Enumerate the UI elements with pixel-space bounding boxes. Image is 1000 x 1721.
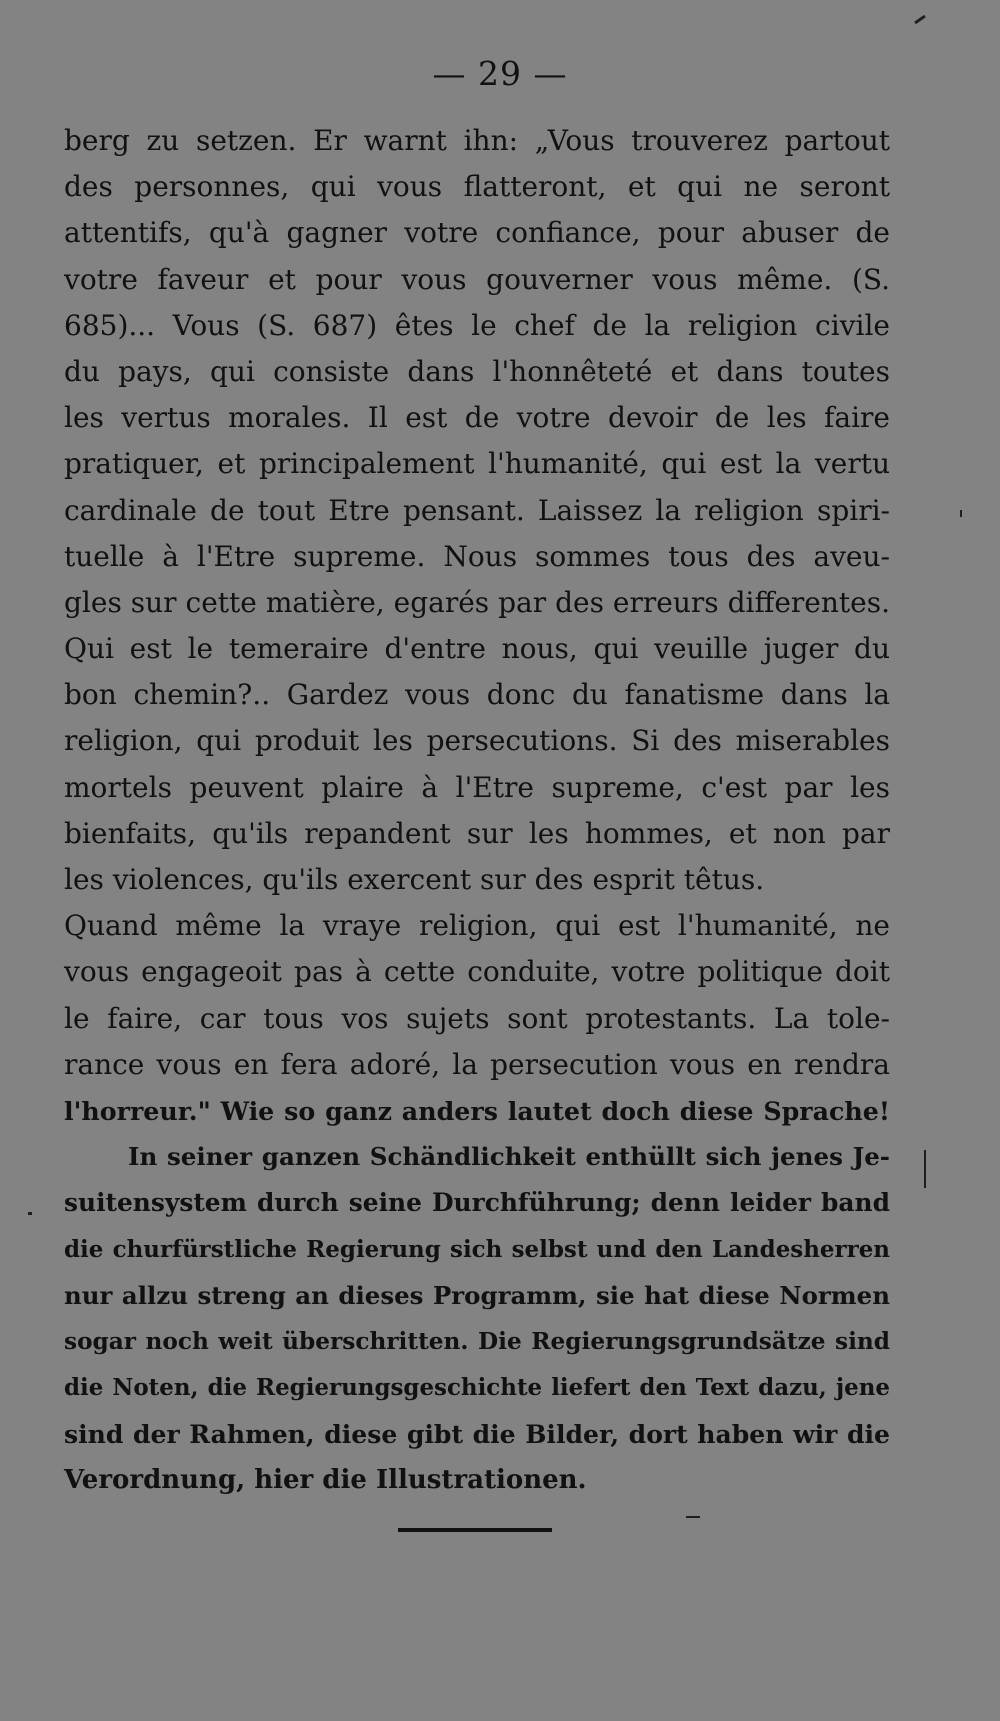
text-line: cardinale de tout Etre pensant. Laissez la religion spiri- xyxy=(64,493,890,527)
text-line: religion, qui produit les persecutions. Si des miserables xyxy=(64,724,890,758)
text-line: Verordnung, hier die Illustrationen. xyxy=(64,1465,587,1496)
text-line: tuelle à l'Etre supreme. Nous sommes tous des aveu- xyxy=(64,539,890,573)
scan-speck xyxy=(960,510,962,517)
text-line: suitensystem durch seine Durchführung; denn leider band xyxy=(64,1188,890,1218)
text-line: rance vous en fera adoré, la persecution vous en rendra xyxy=(64,1047,890,1081)
text-line: bon chemin?.. Gardez vous donc du fanatisme dans la xyxy=(64,678,890,712)
text-line: des personnes, qui vous flatteront, et qui ne seront xyxy=(64,170,890,204)
paragraph-start-line: In seiner ganzen Schändlichkeit enthüllt sich jenes Je- xyxy=(128,1142,890,1172)
text-line: sind der Rahmen, diese gibt die Bilder, dort haben wir die xyxy=(64,1419,890,1450)
text-line: bienfaits, qu'ils repandent sur les hommes, et non par xyxy=(64,816,890,850)
page-number: — 29 — xyxy=(432,54,568,93)
text-line: du pays, qui consiste dans l'honnêteté et dans toutes xyxy=(64,354,890,388)
text-line: die churfürstliche Regierung sich selbst und den Landesherren xyxy=(64,1235,890,1263)
text-line: Quand même la vraye religion, qui est l'humanité, ne xyxy=(64,909,890,943)
text-line: Qui est le temeraire d'entre nous, qui veuille juger du xyxy=(64,632,890,666)
text-line: sogar noch weit überschritten. Die Regierungsgrundsätze sind xyxy=(64,1327,890,1355)
scan-speck xyxy=(686,1516,700,1518)
scan-speck xyxy=(28,1212,32,1215)
text-line: mortels peuvent plaire à l'Etre supreme, c'est par les xyxy=(64,770,890,804)
scan-speck xyxy=(924,1150,926,1188)
text-line: votre faveur et pour vous gouverner vous même. (S. xyxy=(64,262,890,296)
body-text xyxy=(64,118,890,1504)
text-line: pratiquer, et principalement l'humanité, qui est la vertu xyxy=(64,447,890,481)
text-line: 685)... Vous (S. 687) êtes le chef de la religion civile xyxy=(64,308,890,342)
scan-speck xyxy=(914,15,926,24)
text-line: les vertus morales. Il est de votre devoir de les faire xyxy=(64,401,890,435)
text-line: vous engageoit pas à cette conduite, votre politique doit xyxy=(64,955,890,989)
text-line: l'horreur." Wie so ganz anders lautet doch diese Sprache! xyxy=(64,1095,890,1126)
text-line: die Noten, die Regierungsgeschichte liefert den Text dazu, jene xyxy=(64,1374,890,1402)
section-end-rule xyxy=(398,1528,552,1532)
text-line: les violences, qu'ils exercent sur des esprit têtus. xyxy=(64,863,765,896)
text-line: berg zu setzen. Er warnt ihn: „Vous trouverez partout xyxy=(64,124,890,157)
text-line: gles sur cette matière, egarés par des erreurs differentes. xyxy=(64,585,890,619)
text-line: attentifs, qu'à gagner votre confiance, pour abuser de xyxy=(64,216,890,250)
text-line: nur allzu streng an dieses Programm, sie hat diese Normen xyxy=(64,1280,890,1310)
text-line: le faire, car tous vos sujets sont protestants. La tole- xyxy=(64,1001,890,1035)
